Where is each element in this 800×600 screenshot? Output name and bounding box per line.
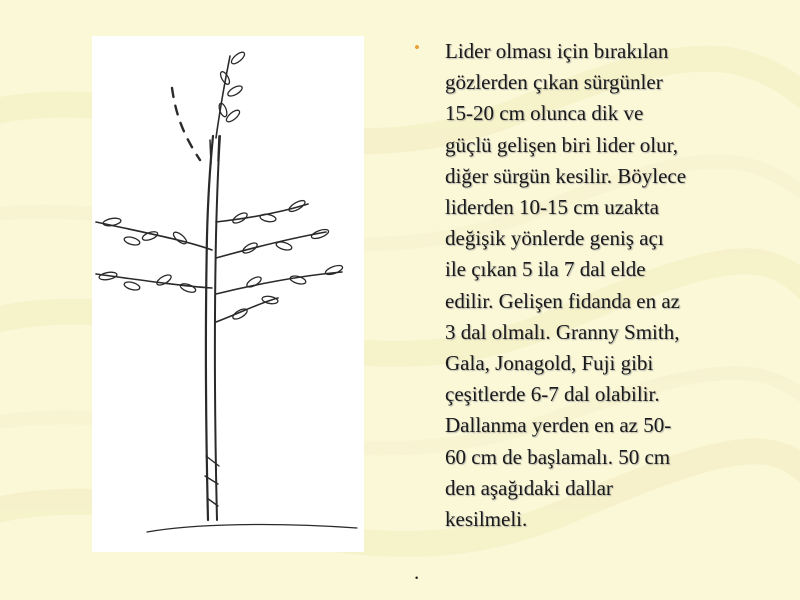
trunk [206,136,213,520]
bullet-text-line: 60 cm de başlamalı. 50 cm [445,444,671,469]
bullet-text [445,36,764,535]
bullet-text-line: değişik yönlerde geniş açı [445,226,664,251]
branch-left-lower [96,274,212,288]
bullet-text-line: 3 dal olmalı. Granny Smith, [445,319,680,344]
branch-left-upper [96,222,212,250]
bullet-text-line: 15-20 cm olunca dik ve [445,101,644,126]
leader-shoot [216,56,230,138]
bullet-text-line: çeşitlerde 6-7 dal olabilir. [445,382,660,407]
bullet-text-line: diğer sürgün kesilir. Böylece [445,163,687,188]
ground-line [147,525,357,532]
bullet-text-line: Dallanma yerden en az 50- [445,413,672,438]
bullet-list [414,36,764,535]
bullet-text-line: Lider olması için bırakılan [445,39,669,63]
bullet-text-line: liderden 10-15 cm uzakta [445,195,659,220]
bullet-text-line: edilir. Gelişen fidanda en az [445,288,680,313]
bullet-dot-icon: • [414,38,420,57]
removed-shoot-dashed [172,88,200,160]
branch-right-3 [216,272,342,294]
bullet-text-line: gözlerden çıkan sürgünler [445,70,663,95]
bullet-text-line: ile çıkan 5 ila 7 dal elde [445,257,646,282]
bullet-text-line: güçlü gelişen biri lider olur, [445,132,679,157]
young-tree-drawing [92,36,364,552]
tree-illustration [92,36,364,552]
trailing-period: . [414,560,420,584]
bullet-text-line: den aşağıdaki dallar [445,475,613,500]
branch-right-2 [216,232,326,258]
bullet-text-line: kesilmeli. [445,507,528,532]
bullet-item [414,36,764,535]
bullet-text-line: Gala, Jonagold, Fuji gibi [445,351,654,376]
